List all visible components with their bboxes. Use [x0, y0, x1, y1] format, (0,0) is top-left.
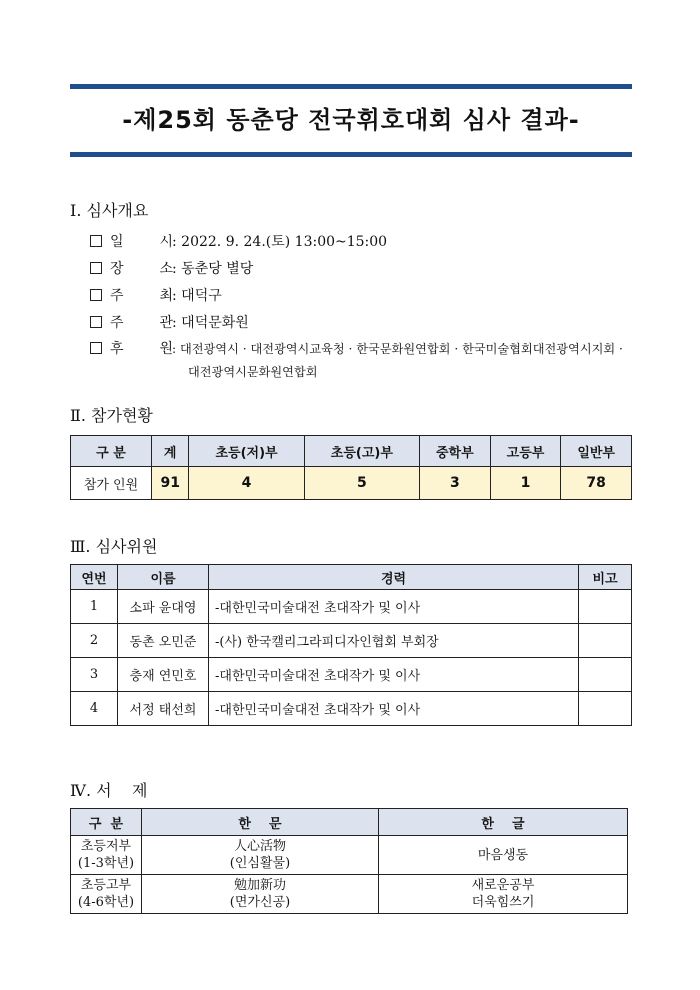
section4-heading: Ⅳ. 서 제: [70, 781, 148, 800]
overview-item-sponsor-cont: [188, 363, 318, 380]
value-cell: 91: [152, 467, 189, 500]
hanja-reading: (면가신공): [229, 895, 291, 910]
table-row: [71, 467, 632, 500]
judge-note: [579, 692, 632, 726]
label-part: 원: [159, 341, 174, 357]
label-part: 주: [110, 315, 124, 331]
header-cell: 비고: [579, 565, 632, 590]
row-number: 2: [71, 624, 118, 658]
checkbox-icon: [90, 289, 102, 301]
value-cell: 78: [561, 467, 632, 500]
table-row: [71, 590, 632, 624]
overview-item-sponsor: [90, 338, 623, 358]
header-cell: 연번: [71, 565, 118, 590]
checkbox-icon: [90, 342, 102, 354]
judge-career: -대한민국미술대전 초대작가 및 이사: [209, 658, 579, 692]
table-row: [71, 692, 632, 726]
judge-career: -대한민국미술대전 초대작가 및 이사: [209, 692, 579, 726]
header-cell: 한 문: [142, 809, 379, 836]
top-rule: [70, 84, 632, 89]
label-part: 관: [159, 315, 174, 331]
checkbox-icon: [90, 316, 102, 328]
division-cell: [71, 875, 142, 914]
label-part: 소: [159, 261, 174, 277]
overview-item-place: [90, 258, 253, 278]
label-part: 시: [159, 234, 174, 250]
participation-table: [70, 435, 632, 500]
table-header-row: [71, 565, 632, 590]
header-cell: 중학부: [420, 436, 491, 467]
judge-career: -(사) 한국캘리그라피디자인협회 부회장: [209, 624, 579, 658]
row-number: 1: [71, 590, 118, 624]
table-header-row: [71, 809, 628, 836]
label-part: 후: [110, 341, 124, 357]
value-cell: 3: [420, 467, 491, 500]
hangul-cell: [379, 875, 628, 914]
judge-name: 동촌 오민준: [118, 624, 209, 658]
hanja-cell: [142, 875, 379, 914]
header-cell: 고등부: [490, 436, 561, 467]
row-label: 참가 인원: [71, 467, 152, 500]
value-cell: 5: [304, 467, 419, 500]
hanja-text: 勉加新功: [233, 878, 286, 893]
value-cell: 1: [490, 467, 561, 500]
header-cell: 계: [152, 436, 189, 467]
hangul-cell: [379, 836, 628, 875]
division-cell: [71, 836, 142, 875]
bottom-rule: [70, 152, 632, 157]
label-part: 최: [159, 288, 174, 304]
header-cell: 구 분: [71, 436, 152, 467]
page-title: -제25회 동춘당 전국휘호대회 심사 결과-: [122, 106, 580, 134]
section2-heading: Ⅱ. 참가현황: [70, 406, 153, 425]
table-row: [71, 836, 628, 875]
table-row: [71, 624, 632, 658]
overview-item-host: [90, 285, 222, 305]
division-grade: (4-6학년): [77, 895, 135, 910]
section3-heading: Ⅲ. 심사위원: [70, 537, 158, 556]
judge-career: -대한민국미술대전 초대작가 및 이사: [209, 590, 579, 624]
hanja-reading: (인심활물): [229, 856, 291, 871]
hanja-cell: [142, 836, 379, 875]
judges-table: [70, 564, 632, 726]
table-header-row: [71, 436, 632, 467]
judge-name: 충재 연민호: [118, 658, 209, 692]
overview-value: : 동춘당 별당: [172, 261, 254, 277]
header-cell: 초등(고)부: [304, 436, 419, 467]
judge-name: 서정 태선희: [118, 692, 209, 726]
table-row: [71, 875, 628, 914]
subjects-table: [70, 808, 628, 914]
label-part: 일: [110, 234, 124, 250]
overview-value: : 2022. 9. 24.(토) 13:00~15:00: [172, 234, 388, 250]
overview-value: : 대전광역시 · 대전광역시교육청 · 한국문화원연합회 · 한국미술협회대전광역시지회 ·: [172, 342, 623, 356]
hangul-text-line2: 더욱힘쓰기: [471, 895, 535, 910]
value-cell: 4: [189, 467, 304, 500]
division-name: 초등저부: [80, 839, 132, 854]
overview-item-organizer: [90, 312, 249, 332]
hangul-text: 마음생동: [477, 847, 529, 863]
header-cell: 한 글: [379, 809, 628, 836]
overview-value: : 대덕구: [172, 288, 222, 304]
overview-value: 대전광역시문화원연합회: [188, 365, 318, 379]
header-cell: 경력: [209, 565, 579, 590]
division-grade: (1-3학년): [77, 856, 135, 871]
label-part: 장: [110, 261, 124, 277]
row-number: 3: [71, 658, 118, 692]
judge-name: 소파 윤대영: [118, 590, 209, 624]
table-row: [71, 658, 632, 692]
header-cell: 구 분: [71, 809, 142, 836]
hangul-text: 새로운공부: [471, 878, 535, 893]
checkbox-icon: [90, 235, 102, 247]
overview-value: : 대덕문화원: [172, 315, 249, 331]
label-part: 주: [110, 288, 124, 304]
judge-note: [579, 658, 632, 692]
hanja-text: 人心活物: [233, 839, 286, 854]
checkbox-icon: [90, 262, 102, 274]
header-cell: 이름: [118, 565, 209, 590]
row-number: 4: [71, 692, 118, 726]
judge-note: [579, 624, 632, 658]
division-name: 초등고부: [80, 878, 132, 893]
judge-note: [579, 590, 632, 624]
header-cell: 초등(저)부: [189, 436, 304, 467]
overview-item-date: [90, 231, 387, 251]
section1-heading: Ⅰ. 심사개요: [70, 201, 149, 220]
header-cell: 일반부: [561, 436, 632, 467]
